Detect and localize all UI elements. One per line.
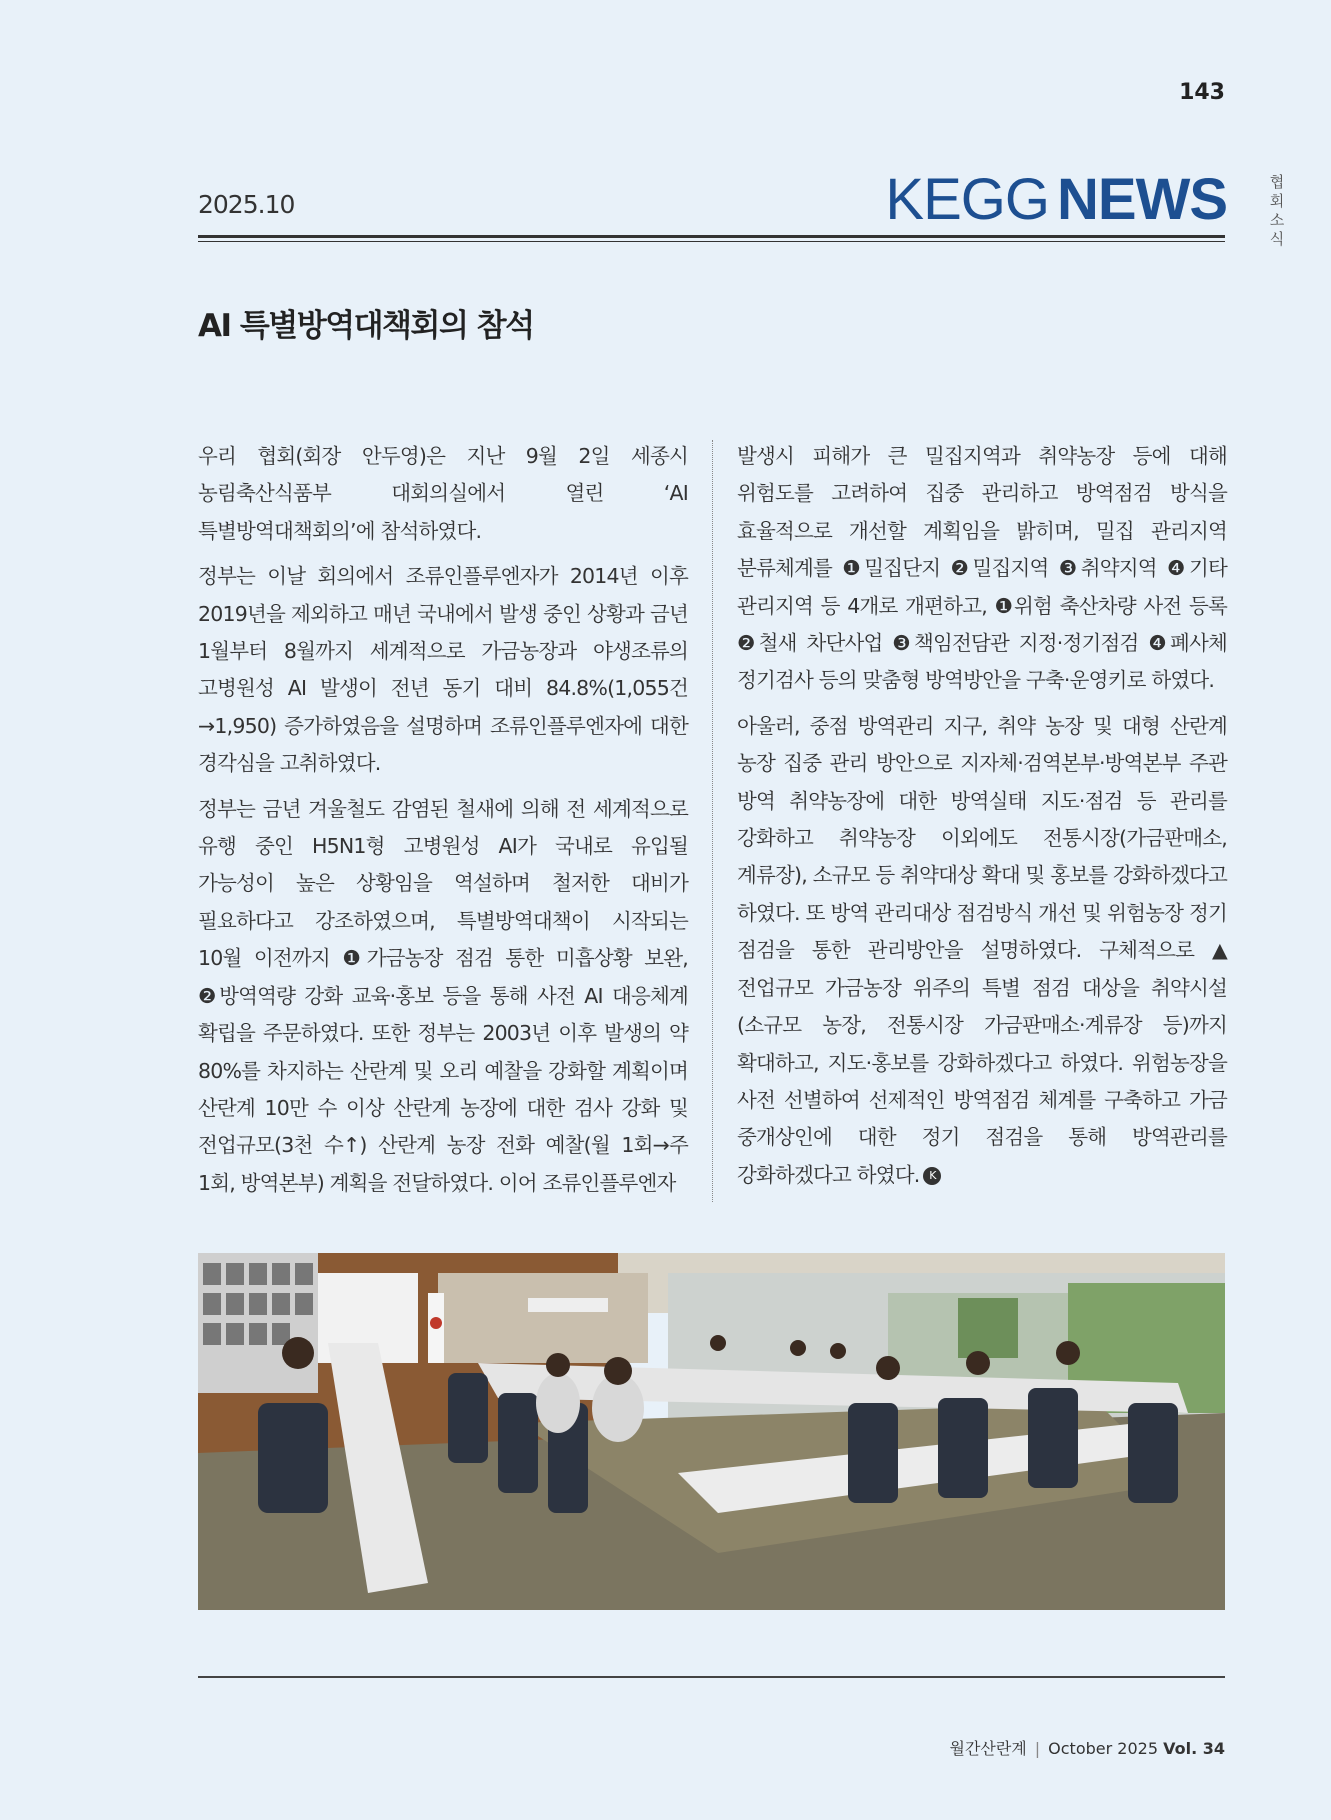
footer-publication: 월간산란계 <box>949 1739 1027 1758</box>
side-label-char: 소 <box>1269 211 1285 229</box>
paragraph: 우리 협회(회장 안두영)은 지난 9월 2일 세종시 농림축산식품부 대회의실에서 열린 ‘AI 특별방역대책회의’에 참석하였다. <box>198 444 688 543</box>
side-label-char: 회 <box>1269 192 1285 210</box>
section-side-label <box>1267 173 1287 249</box>
footer-issue: October 2025 <box>1048 1739 1158 1758</box>
article-title: AI 특별방역대책회의 참석 <box>198 308 534 344</box>
issue-date: 2025.10 <box>198 190 295 219</box>
column-divider <box>712 440 713 1202</box>
footer <box>949 1736 1225 1759</box>
paragraph: 발생시 피해가 큰 밀집지역과 취약농장 등에 대해 위험도를 고려하여 집중 관리하고 방역점검 방식을 효율적으로 개선할 계획임을 밝히며, 밀집 관리지역 분류체계를 ❶밀집단지 ❷밀집지역 ❸취약지역 ❹기타 관리지역 등 4개로 개편하고, ❶위험 축산차량 사전 등록 ❷철새 차단사업 ❸책임전담관 지정·정기점검 ❹폐사체 정기검사 등의 맞춤형 방역방안을 구축·운영키로 하였다. <box>737 444 1227 693</box>
masthead-news: NEWS <box>1057 167 1227 232</box>
paragraph-text: 아울러, 중점 방역관리 지구, 취약 농장 및 대형 산란계 농장 집중 관리 방안으로 지자체·검역본부·방역본부 주관 방역 취약농장에 대한 방역실태 지도·점검 등 관리를 강화하고 취약농장 이외에도 전통시장(가금판매소, 계류장), 소규모 등 취약대상 확대 및 홍보를 강화하겠다고 하였다. 또 방역 관리대상 점검방식 개선 및 위험농장 정기 점검을 통한 관리방안을 설명하였다. 구체적으로 ▲ 전업규모 가금농장 위주의 특별 점검 대상을 취약시설(소규모 농장, 전통시장 가금판매소·계류장 등)까지 확대하고, 지도·홍보를 강화하겠다고 하였다. 위험농장을 사전 선별하여 선제적인 방역점검 체계를 구축하고 가금 중개상인에 대한 정기 점검을 통해 방역관리를 강화하겠다고 하였다. <box>737 713 1227 1187</box>
article-column-left <box>198 438 688 1210</box>
paragraph: 정부는 이날 회의에서 조류인플루엔자가 2014년 이후 2019년을 제외하고 매년 국내에서 발생 중인 상황과 금년 1월부터 8월까지 세계적으로 가금농장과 야생조류의 고병원성 AI 발생이 전년 동기 대비 84.8%(1,055건→1,950) 증가하였음을 설명하며 조류인플루엔자에 대한 경각심을 고취하였다. <box>198 564 688 776</box>
side-label-char: 협 <box>1269 173 1285 191</box>
side-label-char: 식 <box>1269 230 1285 248</box>
article-column-right <box>737 438 1227 1202</box>
header-rule-thin <box>198 241 1225 242</box>
masthead-kegg: KEGG <box>885 167 1049 232</box>
footer-separator: | <box>1034 1739 1041 1758</box>
header-rule <box>198 235 1225 238</box>
paragraph <box>737 708 1227 1194</box>
footer-volume: Vol. 34 <box>1163 1739 1225 1758</box>
paragraph: 정부는 금년 겨울철도 감염된 철새에 의해 전 세계적으로 유행 중인 H5N1형 고병원성 AI가 국내로 유입될 가능성이 높은 상황임을 역설하며 철저한 대비가 필요하다고 강조하였으며, 특별방역대책이 시작되는 10월 이전까지 ❶가금농장 점검 통한 미흡상황 보완, ❷방역역량 강화 교육·홍보 등을 통해 사전 AI 대응체계 확립을 주문하였다. 또한 정부는 2003년 이후 발생의 약 80%를 차지하는 산란계 및 오리 예찰을 강화할 계획이며 산란계 10만 수 이상 산란계 농장에 대한 검사 강화 및 전업규모(3천 수↑) 산란계 농장 전화 예찰(월 1회→주 1회, 방역본부) 계획을 전달하였다. 이어 조류인플루엔자 <box>198 796 688 1195</box>
masthead-logo <box>885 168 1227 232</box>
meeting-photo <box>198 1253 1225 1610</box>
page-number: 143 <box>1179 80 1225 105</box>
footer-rule <box>198 1676 1225 1678</box>
end-mark-icon: K <box>923 1167 941 1185</box>
